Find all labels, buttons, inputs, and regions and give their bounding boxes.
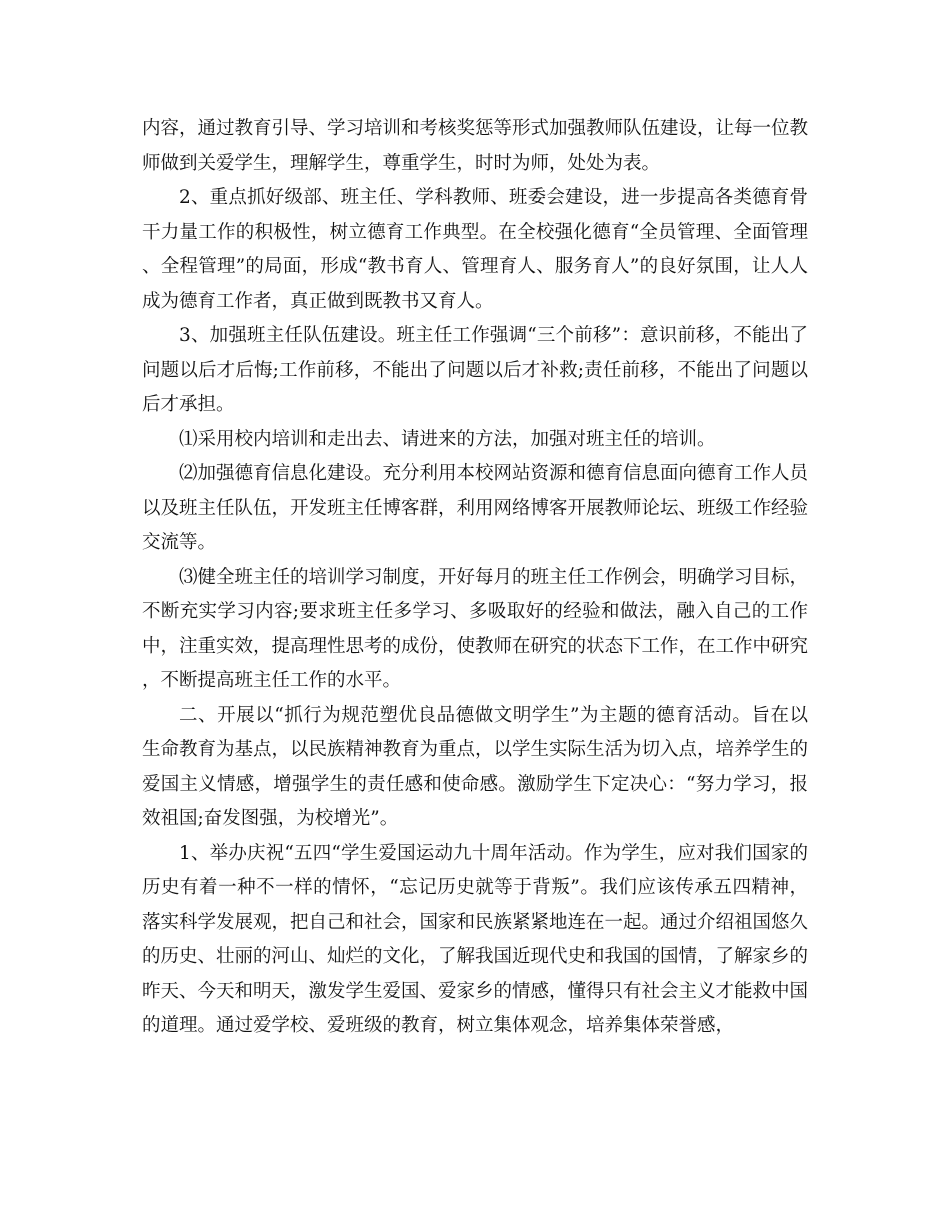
paragraph-3: 3、加强班主任队伍建设。班主任工作强调“三个前移”：意识前移，不能出了问题以后才后悔;工作前移，不能出了问题以后才补救;责任前移，不能出了问题以后才承担。: [142, 325, 808, 415]
paragraph-4: ⑴采用校内培训和走出去、请进来的方法，加强对班主任的培训。: [179, 428, 716, 450]
paragraph-6: ⑶健全班主任的培训学习制度，开好每月的班主任工作例会，明确学习目标，不断充实学习内容;要求班主任多学习、多吸取好的经验和做法，融入自己的工作中，注重实效，提高理性思考的成份，使教师在研究的状态下工作，在工作中研究，不断提高班主任工作的水平。: [142, 566, 809, 691]
paragraph-8: 1、举办庆祝“五四“学生爱国运动九十周年活动。作为学生，应对我们国家的历史有着一种不一样的情怀，“忘记历史就等于背叛”。我们应该传承五四精神，落实科学发展观，把自己和社会，国家和民族紧紧地连在一起。通过介绍祖国悠久的历史、壮丽的河山、灿烂的文化，了解我国近现代史和我国的国情，了解家乡的昨天、今天和明天，激发学生爱国、爱家乡的情感，懂得只有社会主义才能救中国的道理。通过爱学校、爱班级的教育，树立集体观念，培养集体荣誉感，: [142, 842, 809, 1036]
paragraph-2: 2、重点抓好级部、班主任、学科教师、班委会建设，进一步提高各类德育骨干力量工作的积极性，树立德育工作典型。在全校强化德育“全员管理、全面管理、全程管理”的局面，形成“教书育人、管理育人、服务育人”的良好氛围，让人人成为德育工作者，真正做到既教书又育人。: [142, 187, 808, 312]
document-body: [142, 112, 808, 1044]
paragraph-1: 内容，通过教育引导、学习培训和考核奖惩等形式加强教师队伍建设，让每一位教师做到关爱学生，理解学生，尊重学生，时时为师，处处为表。: [142, 118, 809, 174]
paragraph-5: ⑵加强德育信息化建设。充分利用本校网站资源和德育信息面向德育工作人员以及班主任队伍，开发班主任博客群，利用网络博客开展教师论坛、班级工作经验交流等。: [142, 463, 809, 553]
paragraph-7: 二、开展以“抓行为规范塑优良品德做文明学生”为主题的德育活动。旨在以生命教育为基点，以民族精神教育为重点，以学生实际生活为切入点，培养学生的爱国主义情感，增强学生的责任感和使命感。激励学生下定决心：“努力学习，报效祖国;奋发图强，为校增光”。: [142, 704, 809, 829]
